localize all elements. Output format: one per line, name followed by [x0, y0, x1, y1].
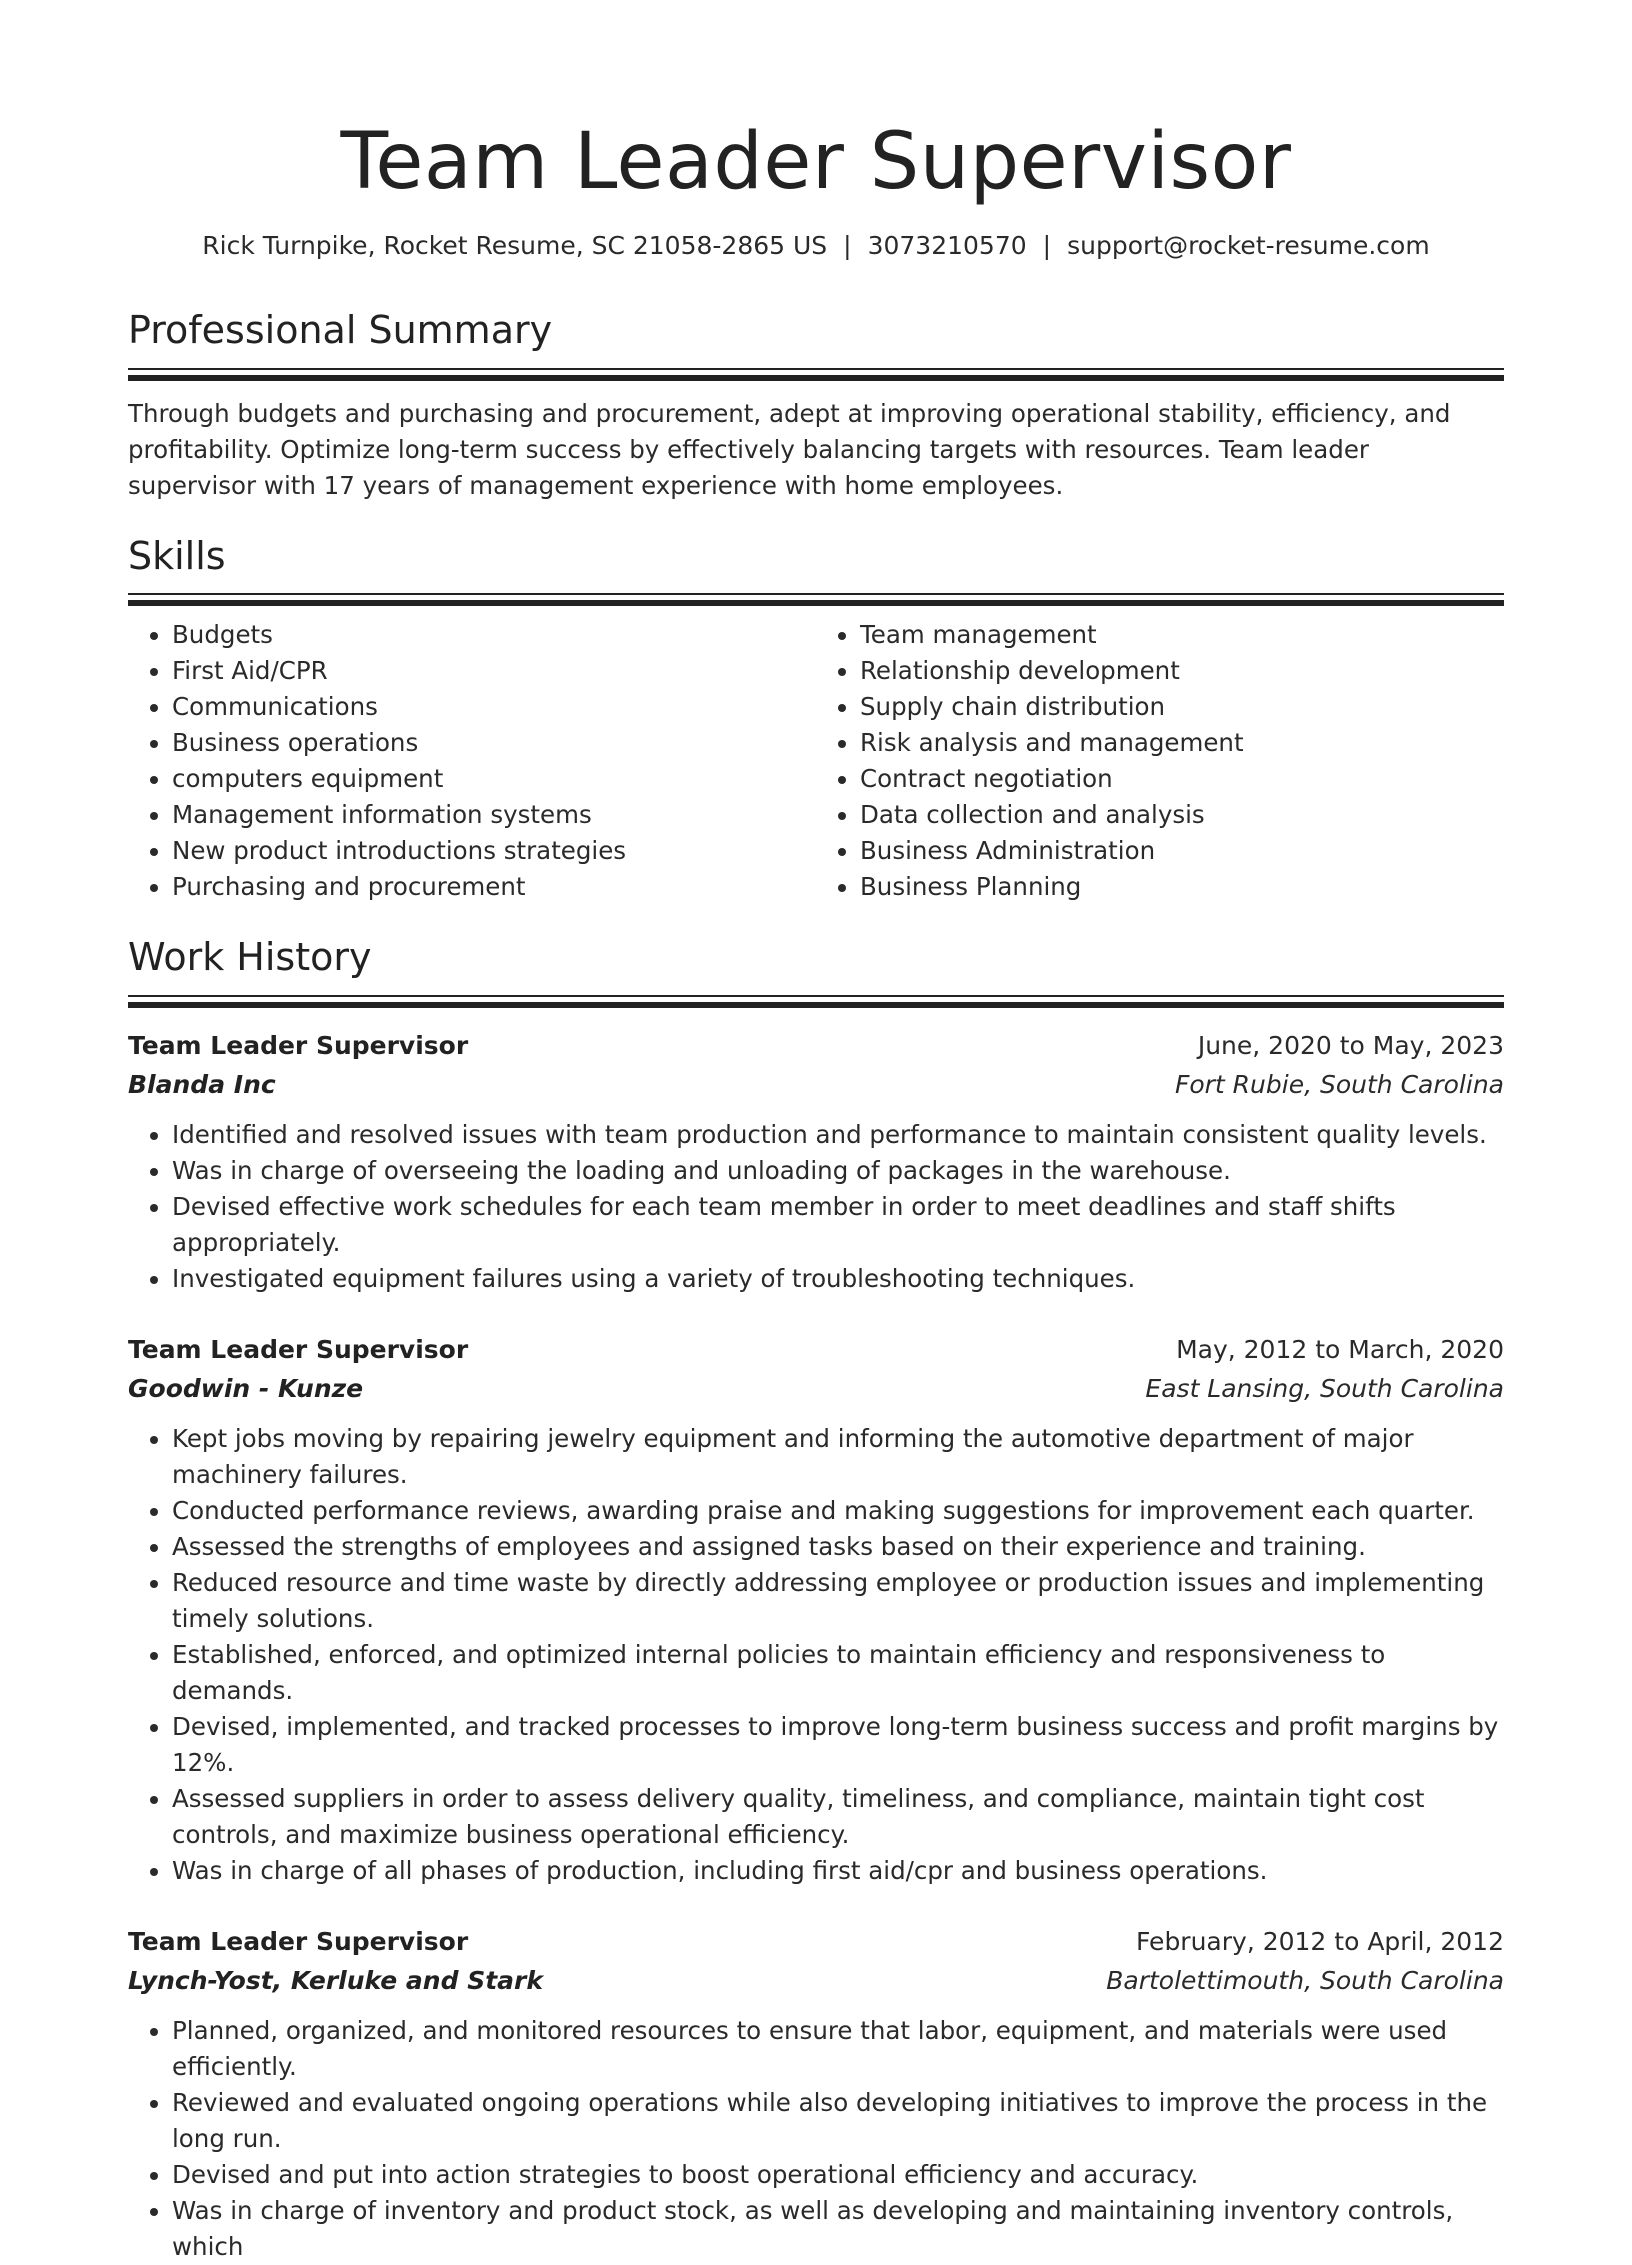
job-bullet-list [128, 2013, 1504, 2265]
section-divider [128, 368, 1504, 380]
skill-item: • Communications [172, 689, 816, 725]
contact-email: support@rocket-resume.com [1067, 230, 1430, 260]
skill-item: • Business operations [172, 725, 816, 761]
skill-item: • Contract negotiation [860, 761, 1504, 797]
skill-item: • Purchasing and procurement [172, 869, 816, 905]
job-company-row [128, 1369, 1504, 1409]
skills-columns [128, 617, 1504, 905]
job-bullet: • Assessed suppliers in order to assess delivery quality, timeliness, and compliance, maintain tight cost controls, and maximize business operational efficiency. [172, 1781, 1504, 1853]
skill-item: • First Aid/CPR [172, 653, 816, 689]
job-entry [128, 1923, 1504, 2265]
section-divider [128, 995, 1504, 1007]
job-location: East Lansing, South Carolina [1145, 1374, 1504, 1404]
contact-line [128, 230, 1504, 263]
skill-item: • Business Planning [860, 869, 1504, 905]
skill-item: • Business Administration [860, 833, 1504, 869]
job-bullet-list [128, 1117, 1504, 1297]
section-divider [128, 593, 1504, 605]
skills-list-right [816, 617, 1504, 905]
section-heading: Skills [128, 533, 226, 578]
job-bullet: • Devised effective work schedules for each team member in order to meet deadlines and staff shifts appropriately. [172, 1189, 1504, 1261]
job-bullet: • Reduced resource and time waste by directly addressing employee or production issues and implementing timely solutions. [172, 1565, 1504, 1637]
job-bullet: • Devised, implemented, and tracked processes to improve long-term business success and profit margins by 12%. [172, 1709, 1504, 1781]
skill-item: • Data collection and analysis [860, 797, 1504, 833]
job-bullet: • Was in charge of all phases of production, including first aid/cpr and business operations. [172, 1853, 1504, 1889]
job-bullet: • Kept jobs moving by repairing jewelry equipment and informing the automotive department of major machinery failures. [172, 1421, 1504, 1493]
contact-address: Rick Turnpike, Rocket Resume, SC 21058-2865 US [202, 230, 828, 260]
job-company: Lynch-Yost, Kerluke and Stark [128, 1966, 543, 1996]
contact-separator: | [1042, 230, 1052, 260]
job-bullet: • Devised and put into action strategies to boost operational efficiency and accuracy. [172, 2157, 1504, 2193]
job-dates: June, 2020 to May, 2023 [1197, 1031, 1504, 1061]
job-dates: May, 2012 to March, 2020 [1176, 1335, 1504, 1365]
job-header-row [128, 1331, 1504, 1369]
contact-phone: 3073210570 [867, 230, 1027, 260]
job-bullet: • Identified and resolved issues with team production and performance to maintain consistent quality levels. [172, 1117, 1504, 1153]
job-dates: February, 2012 to April, 2012 [1136, 1927, 1504, 1957]
job-title: Team Leader Supervisor [128, 1335, 469, 1365]
work-history-section [128, 935, 1504, 2265]
skill-item: • Management information systems [172, 797, 816, 833]
skill-item: • computers equipment [172, 761, 816, 797]
resume-page [128, 0, 1504, 2265]
skill-item: • Supply chain distribution [860, 689, 1504, 725]
section-heading: Professional Summary [128, 308, 553, 353]
job-company: Goodwin - Kunze [128, 1374, 364, 1404]
resume-title: Team Leader Supervisor [340, 117, 1292, 207]
job-bullet: • Planned, organized, and monitored resources to ensure that labor, equipment, and materials were used efficiently. [172, 2013, 1504, 2085]
skill-item: • Risk analysis and management [860, 725, 1504, 761]
job-header-row [128, 1027, 1504, 1065]
job-bullet: • Was in charge of inventory and product stock, as well as developing and maintaining inventory controls, which [172, 2193, 1504, 2265]
job-title: Team Leader Supervisor [128, 1927, 469, 1957]
job-header-row [128, 1923, 1504, 1961]
job-location: Fort Rubie, South Carolina [1174, 1070, 1504, 1100]
skill-item: • Budgets [172, 617, 816, 653]
job-title: Team Leader Supervisor [128, 1031, 469, 1061]
job-bullet: • Conducted performance reviews, awarding praise and making suggestions for improvement each quarter. [172, 1493, 1504, 1529]
job-bullet: • Reviewed and evaluated ongoing operations while also developing initiatives to improve the process in the long run. [172, 2085, 1504, 2157]
professional-summary-section [128, 308, 1504, 504]
skill-item: • New product introductions strategies [172, 833, 816, 869]
job-company-row [128, 1065, 1504, 1105]
section-heading: Work History [128, 935, 372, 980]
skill-item: • Relationship development [860, 653, 1504, 689]
job-location: Bartolettimouth, South Carolina [1106, 1966, 1504, 1996]
job-bullet-list [128, 1421, 1504, 1889]
job-entry [128, 1331, 1504, 1889]
job-bullet: • Assessed the strengths of employees and assigned tasks based on their experience and training. [172, 1529, 1504, 1565]
job-company-row [128, 1961, 1504, 2001]
job-bullet: • Established, enforced, and optimized internal policies to maintain efficiency and responsiveness to demands. [172, 1637, 1504, 1709]
job-company: Blanda Inc [128, 1070, 276, 1100]
job-entry [128, 1027, 1504, 1297]
skills-section [128, 534, 1504, 906]
job-bullet: • Was in charge of overseeing the loading and unloading of packages in the warehouse. [172, 1153, 1504, 1189]
skill-item: • Team management [860, 617, 1504, 653]
skills-list-left [128, 617, 816, 905]
job-bullet: • Investigated equipment failures using a variety of troubleshooting techniques. [172, 1261, 1504, 1297]
summary-text: Through budgets and purchasing and procurement, adept at improving operational stability, efficiency, and profitability. Optimize long-term success by effectively balancing targets with resources. Team leader supervisor with 17 years of management experience with home employees. [128, 398, 1451, 500]
contact-separator: | [843, 230, 852, 260]
